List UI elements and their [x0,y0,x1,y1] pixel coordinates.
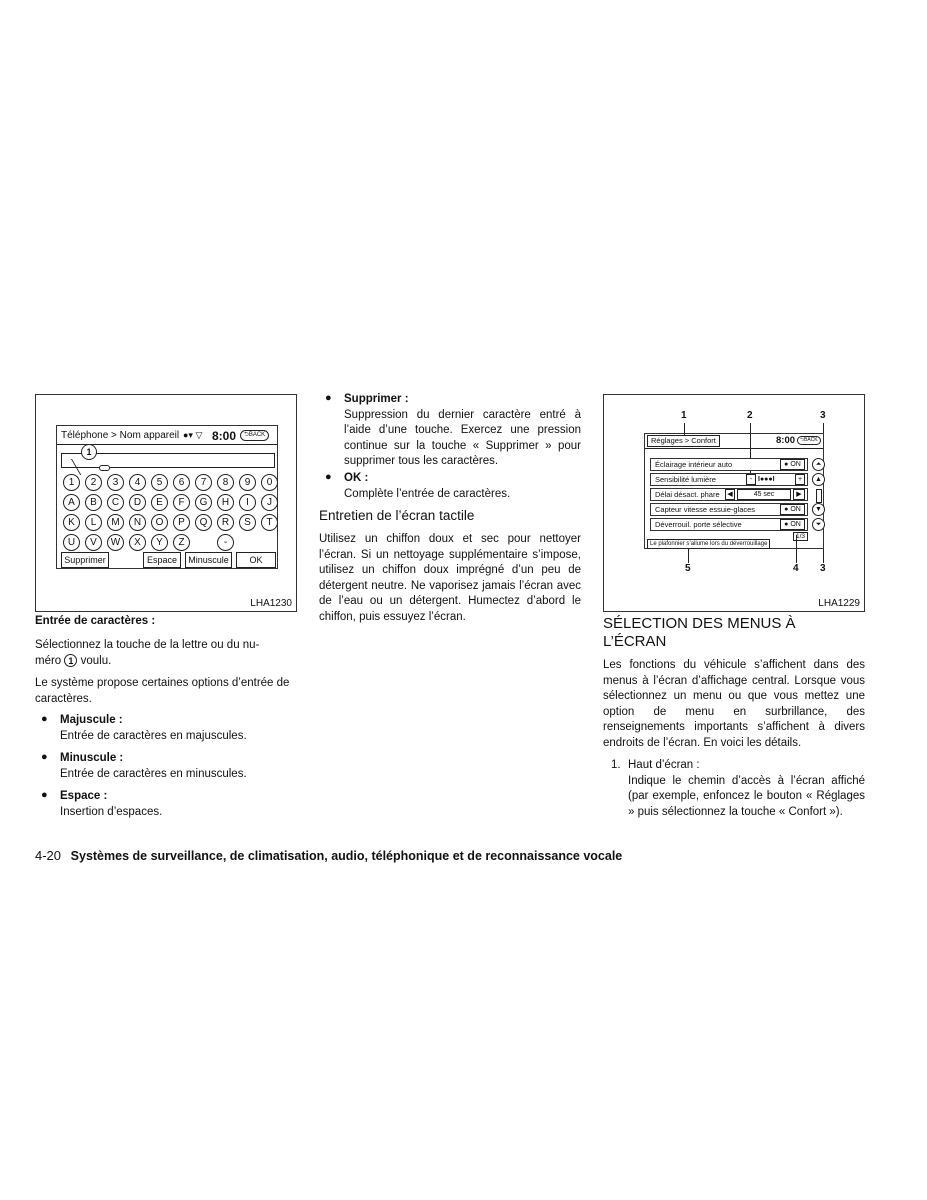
ok-button: OK [236,552,276,568]
para-menus: Les fonctions du véhicule s’affichent dans des menus à l’écran d’affichage central. Lorsque vous sélectionnez un menu ou que vous mettez une option de menu en surbrillance, des renseignements importants s’affichent à divers endroits de l’écran. En voici les détails. [603,659,865,749]
section-heading-line2: L’ÉCRAN [603,633,667,650]
section-heading-line1: SÉLECTION DES MENUS À [603,615,796,632]
para-select-key-line1: Sélectionnez la touche de la lettre ou du nu- [35,639,260,651]
para-select-key-line2b: voulu. [80,654,112,667]
figure-settings [603,394,865,612]
key-H: H [217,494,234,511]
key-N: N [129,514,146,531]
status-bar: Le plafonnier s’allume lors du déverrouillage [647,539,770,549]
item-text: Indique le chemin d’accès à l’écran affiché (par exemple, enfoncez le bouton « Réglages » puis sélectionnez la touche « Confort »). [628,774,865,818]
key-3: 3 [107,474,124,491]
bullet-icon: ● [325,471,332,483]
figure-code: LHA1230 [250,598,292,609]
title-divider [645,448,823,449]
toggle-on: ● ON [780,519,805,530]
callout-4-bottom: 4 [793,563,799,574]
key-V: V [85,534,102,551]
chapter-title: Systèmes de surveillance, de climatisation, audio, téléphonique et de reconnaissance vocale [70,849,623,863]
delete-button: Supprimer [61,552,109,568]
delay-value: 45 sec [737,489,791,500]
item-title: Majuscule : [60,714,123,726]
para-select-key [35,638,297,669]
key-6: 6 [173,474,190,491]
status-icons: ●▾ ▽ [183,430,203,440]
row-label: Sensibilité lumière [655,475,716,484]
list-item-uppercase [35,713,297,744]
key-T: T [261,514,278,531]
list-item-delete [319,392,581,470]
item-title: Haut d’écran : [628,759,700,771]
next-arrow-icon: ▶ [793,489,805,500]
key-B: B [85,494,102,511]
item-number: 1. [611,759,621,771]
key-7: 7 [195,474,212,491]
heading-character-entry: Entrée de caractères : [35,615,156,627]
key-E: E [151,494,168,511]
key-0: 0 [261,474,278,491]
back-button: ⮌BACK [797,436,821,445]
space-button: Espace [143,552,181,568]
callout-3-bottom: 3 [820,563,826,574]
callout-5-bottom: 5 [685,563,691,574]
key-8: 8 [217,474,234,491]
key-C: C [107,494,124,511]
item-title: OK : [344,472,369,484]
sensitivity-level: I●●●I [758,476,775,483]
key-Z: Z [173,534,190,551]
back-button: ⮌BACK [240,430,269,441]
key-F: F [173,494,190,511]
key-O: O [151,514,168,531]
bullet-icon: ● [41,789,48,801]
screen-title: Réglages > Confort [647,435,720,447]
bullet-icon: ● [41,751,48,763]
subheading-screen-care: Entretien de l’écran tactile [319,508,475,523]
screen-title: Téléphone > Nom appareil [61,430,180,441]
prev-arrow-icon: ◀ [725,489,735,500]
key-D: D [129,494,146,511]
callout-2-top: 2 [747,410,753,421]
callout-1-top: 1 [681,410,687,421]
para-screen-care: Utilisez un chiffon doux et sec pour nettoyer l’écran. Si un nettoyage supplémentaire s’impose, utilisez un chiffon doux imprégné d’un peu de détergent neutre. Ne vaporisez jamais l’écran avec de l’eau ou un détergent. Humectez d’abord le chiffon, puis essuyez l’écran. [319,533,581,623]
key-Y: Y [151,534,168,551]
key-2: 2 [85,474,102,491]
row-label: Délai désact. phare [655,490,720,499]
leader-4 [796,535,797,563]
screen-time: 8:00 [776,435,796,446]
scroll-up-icon: ▲ [812,473,825,486]
key-A: A [63,494,80,511]
key-G: G [195,494,212,511]
key-W: W [107,534,124,551]
increase-button: + [795,474,805,485]
callout-1-circle: 1 [81,444,97,460]
toggle-on: ● ON [780,459,805,470]
item-title: Minuscule : [60,752,124,764]
key-X: X [129,534,146,551]
item-text: Entrée de caractères en majuscules. [60,729,247,742]
setting-row [650,473,808,486]
toggle-on: ● ON [780,504,805,515]
key-J: J [261,494,278,511]
settings-screen [644,433,824,549]
back-label: BACK [804,437,818,443]
item-text: Suppression du dernier caractère entré à l’aide d’une touche. Exercez une pression continue sur la touche « Supprimer » pour supprimer tous les caractères. [344,408,581,467]
decrease-button: - [746,474,756,485]
bullet-icon: ● [325,392,332,404]
page-number: 4-20 [35,848,62,863]
leader-5 [688,549,689,563]
list-item-ok [319,471,581,502]
screen-time: 8:00 [212,429,237,443]
row-label: Éclairage intérieur auto [655,460,733,469]
scroll-bottom-icon: ⏷ [812,518,825,531]
scroll-down-icon: ▼ [812,503,825,516]
key-R: R [217,514,234,531]
row-label: Capteur vitesse essuie-glaces [655,505,756,514]
key-4: 4 [129,474,146,491]
list-item-lowercase [35,751,297,782]
figure-keyboard [35,394,297,612]
key-U: U [63,534,80,551]
callout-3-top: 3 [820,410,826,421]
footer [35,848,622,863]
lowercase-button: Minuscule [185,552,232,568]
scrollbar [816,489,822,503]
bullet-icon: ● [41,713,48,725]
key-S: S [239,514,256,531]
item-text: Complète l’entrée de caractères. [344,487,511,500]
key-5: 5 [151,474,168,491]
numbered-item-1 [603,758,865,820]
section-heading [603,615,796,651]
item-title: Espace : [60,790,108,802]
key-9: 9 [239,474,256,491]
toggle-value: ON [790,521,801,528]
key-Q: Q [195,514,212,531]
item-title: Supprimer : [344,393,409,405]
key--: - [217,534,234,551]
keyboard-screen [56,425,278,569]
key-P: P [173,514,190,531]
toggle-value: ON [790,506,801,513]
list-item-space [35,789,297,820]
para-select-key-line2a: méro [35,654,62,667]
para-options: Le système propose certaines options d’entrée de caractères. [35,677,290,705]
key-L: L [85,514,102,531]
toggle-value: ON [790,461,801,468]
inline-callout-1: 1 [64,654,77,667]
item-text: Insertion d’espaces. [60,805,163,818]
key-I: I [239,494,256,511]
item-text: Entrée de caractères en minuscules. [60,767,247,780]
key-M: M [107,514,124,531]
key-K: K [63,514,80,531]
page-indicator: 1/3 [793,532,808,541]
key-1: 1 [63,474,80,491]
row-label: Déverrouil. porte sélective [655,520,742,529]
figure-code: LHA1229 [818,598,860,609]
back-label: BACK [248,432,266,438]
scroll-top-icon: ⏶ [812,458,825,471]
